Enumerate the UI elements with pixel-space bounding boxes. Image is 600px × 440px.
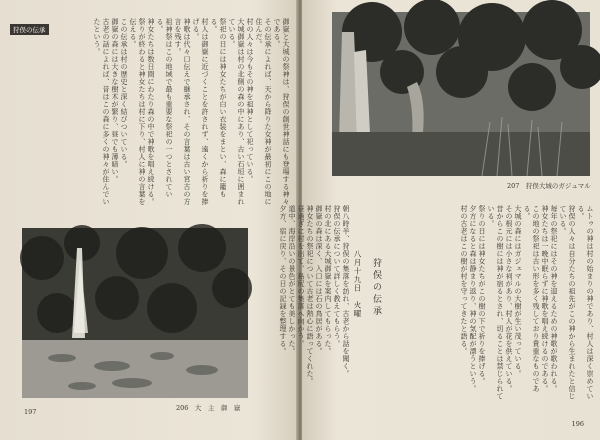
right-lower-text-column: 朝八時半、狩俣の集落を訪れ、古老から話を聞く。 xyxy=(342,205,350,378)
left-page xyxy=(0,0,298,440)
right-upper-text-column: ムトゥの神は村の始まりの神であり、村人は深く崇めている。 xyxy=(577,205,594,400)
left-top-text-block xyxy=(90,18,290,208)
section-title: 狩俣の伝承 xyxy=(371,258,381,318)
left-text-column: 御嶽の森には大きな樹木が繁り、昼でも薄暗い。 xyxy=(111,18,119,183)
right-upper-text-column: 昔からこの樹には神が宿るとされ、切ることは禁じられている。 xyxy=(487,205,504,400)
right-lower-text-column: 村の北にある大城御嶽を案内してもらった。 xyxy=(324,205,332,355)
right-lower-text-column: 夕方、宿に戻り、その日の記録を整理する。 xyxy=(279,205,287,355)
right-lower-text-column: 狩俣の伝承について詳しく教えてもらう。 xyxy=(333,205,341,348)
right-lower-text-block xyxy=(279,205,350,405)
photo-gajumaru-tree xyxy=(332,12,590,176)
page-number-right: 196 xyxy=(571,420,584,428)
right-upper-text-column: 夕方になると森は静まり返り、神の気配が漂うという。 xyxy=(469,205,477,393)
right-lower-text-column: 御嶽の森は深く、入口には石の鳥居がある。 xyxy=(315,205,323,355)
left-text-column: 村人は御嶽に近づくことを許されず、遠くから祈りを捧げる。 xyxy=(192,18,209,206)
right-lower-text-column: 道中、海岸沿いの景色がとても美しかった。 xyxy=(288,205,296,355)
right-upper-text-column: 祭りの日には神女たちがこの樹の下で祈りを捧げる。 xyxy=(478,205,486,385)
right-lower-text-column: 昼過ぎに村を出て、島尻の集落へ向かう。 xyxy=(297,205,305,348)
left-text-column: 古老の話によれば、昔はこの森に多くの神々が住んでいたという。 xyxy=(93,18,110,206)
date-line: 八月十九日 火曜 xyxy=(353,250,362,318)
right-upper-text-column: この地の祭祀は古い形を多く残しており貴重なものである。 xyxy=(523,205,540,393)
right-upper-text-column: 毎年の祭祀にはその神を迎えるための神歌が歌われる。 xyxy=(550,205,558,393)
right-upper-text-block xyxy=(460,205,594,405)
right-upper-text-column: その根元には小さな祠があり、村人が花を供えている。 xyxy=(505,205,513,393)
tree-photo-image xyxy=(332,12,590,176)
right-upper-text-column: 村の古老はこの樹が村を守ってきたと語る。 xyxy=(460,205,468,355)
left-text-column: 神女たちは数日間にわたり森の中で神歌を唱え続ける。 xyxy=(147,18,155,206)
left-text-column: 村の人々は今もその神を祖神として祀っている。 xyxy=(246,18,254,183)
photo-shrine-forest xyxy=(22,228,248,398)
left-text-column: 大城御嶽は村の北側の森の中にあり、古い石垣に囲まれている。 xyxy=(228,18,245,206)
left-text-column: 祭りが終わると神女たちは村に下り、村人に神の言葉を伝える。 xyxy=(129,18,146,206)
photo-caption-207: 207 狩俣大城のガジュマル xyxy=(507,182,591,190)
left-text-column: その伝承によれば、天から降りた女神が最初にこの地に住んだ。 xyxy=(255,18,272,206)
left-text-column: 神歌は代々口伝えで継承され、その言葉は古い宮古の方言を残す。 xyxy=(174,18,191,206)
forest-photo-image xyxy=(22,228,248,398)
right-upper-text-column: 大城の森にはガジュマルの大樹が生い茂っている。 xyxy=(514,205,522,378)
right-upper-text-column: 神女たちは一晩中眠らずに神歌を唱え続けるのである。 xyxy=(541,205,549,393)
left-text-column: 御嶽と大城の祭神は、狩俣の創世神話にも登場する神々である。 xyxy=(273,18,290,206)
left-text-column: 祭祀の日には神女たちが白い衣装をまとい、森に籠もる。 xyxy=(210,18,227,198)
running-header: 狩俣の伝承 xyxy=(10,24,49,35)
left-text-column: この伝承は村の歴史と深く結びついている。 xyxy=(120,18,128,168)
left-text-column: 祖神祭はこの地域で最も重要な祭祀の一つとされている。 xyxy=(156,18,173,198)
right-upper-text-column: 狩俣の人々は自分たちの祖先がこの神から生まれたと信じている。 xyxy=(559,205,576,400)
page-number-left: 197 xyxy=(24,408,37,416)
photo-caption-206: 206 大 主 御 嶽 xyxy=(176,404,241,412)
right-lower-text-column: 神女たちの祭祀について古老は熱心に語ってくれた。 xyxy=(306,205,314,385)
